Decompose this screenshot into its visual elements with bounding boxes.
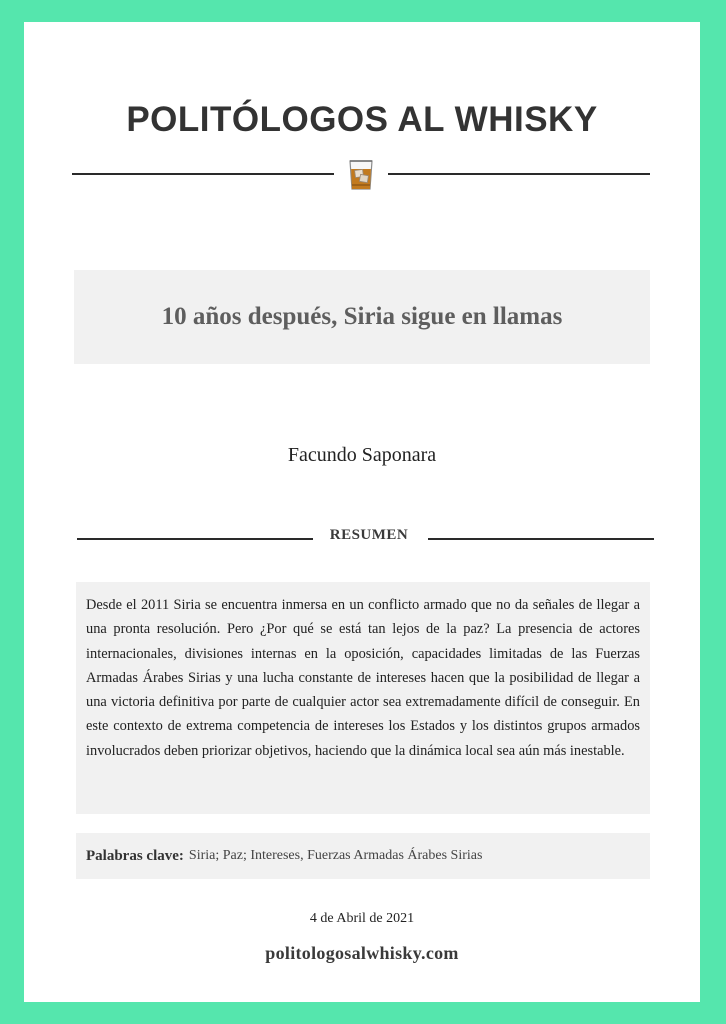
author-name: Facundo Saponara — [287, 444, 437, 466]
title-box — [74, 270, 650, 364]
section-divider-left — [77, 538, 313, 540]
website-url: politologosalwhisky.com — [265, 943, 459, 963]
keywords-list: Siria; Paz; Intereses, Fuerzas Armadas Árabes Sirias — [188, 848, 483, 863]
brand-title: POLITÓLOGOS AL WHISKY — [126, 100, 598, 139]
whisky-glass-icon — [347, 158, 375, 192]
publication-date: 4 de Abril de 2021 — [309, 911, 415, 926]
article-title: 10 años después, Siria sigue en llamas — [161, 303, 563, 330]
keywords-box — [76, 833, 650, 879]
section-label: RESUMEN — [329, 527, 409, 543]
keywords-label: Palabras clave: — [86, 847, 184, 864]
header-divider-left — [72, 173, 334, 175]
header-divider-right — [388, 173, 650, 175]
section-divider-right — [428, 538, 654, 540]
abstract-text: Desde el 2011 Siria se encuentra inmersa en un conflicto armado que no da señales de llegar a una pronta resolución. Pero ¿Por qué se está tan lejos de la paz? La presencia de actores internacionales, divisiones internas en la oposición, capacidades limitadas de las Fuerzas Armadas Árabes Sirias y una lucha constante de intereses hacen que la posibilidad de llegar a una victoria definitiva por parte de cualquier actor sea extremadamente difícil de conseguir. En este contexto de extrema competencia de intereses los Estados y los distintos grupos armados involucrados deben priorizar objetivos, haciendo que la dinámica local sea aún más inestable. — [86, 597, 640, 759]
abstract-box — [76, 582, 650, 814]
